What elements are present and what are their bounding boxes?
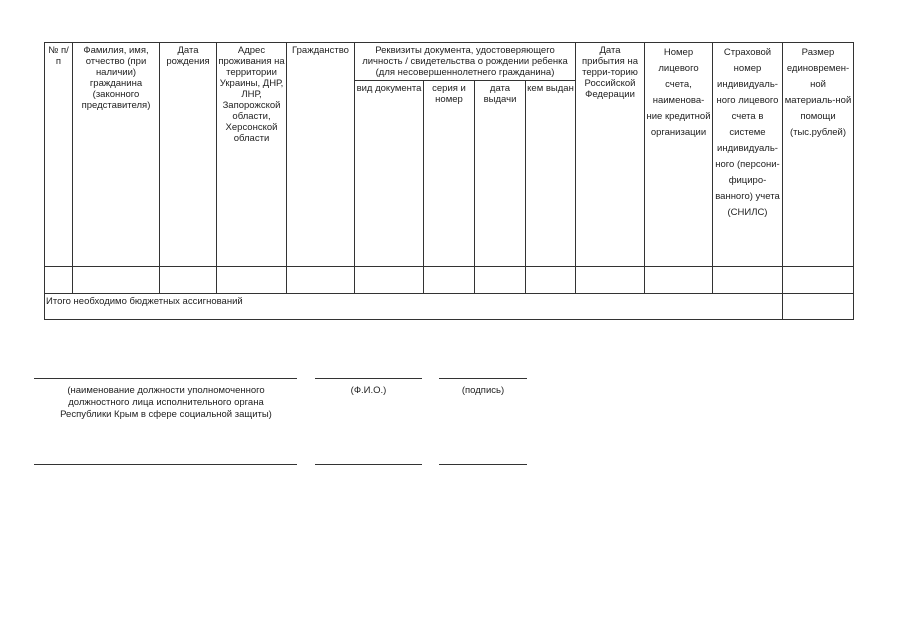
header-name: Фамилия, имя, отчество (при наличии) гражданина (законного представителя) bbox=[73, 43, 160, 267]
header-snils: Страховой номер индивидуаль-ного лицевого счета в системе индивидуаль-ного (персони-фициро-ванного) учета (СНИЛС) bbox=[713, 43, 783, 267]
table-cell bbox=[424, 267, 475, 294]
table-cell bbox=[160, 267, 217, 294]
table-cell bbox=[645, 267, 713, 294]
header-doc-type: вид документа bbox=[355, 81, 424, 267]
total-amount-cell bbox=[783, 294, 854, 320]
registry-table bbox=[44, 42, 854, 320]
position-caption: (наименование должности уполномоченного должностного лица исполнительного органа Республики Крым в сфере социальной защиты) bbox=[60, 385, 272, 420]
table-cell bbox=[355, 267, 424, 294]
header-num: № п/п bbox=[45, 43, 73, 267]
header-citizenship: Гражданство bbox=[287, 43, 355, 267]
table-row bbox=[45, 267, 854, 294]
header-doc-series: серия и номер bbox=[424, 81, 475, 267]
table-cell bbox=[217, 267, 287, 294]
table-cell bbox=[45, 267, 73, 294]
sign-line bbox=[439, 378, 527, 379]
fio-caption: (Ф.И.О.) bbox=[350, 385, 387, 396]
header-doc-date: дата выдачи bbox=[475, 81, 526, 267]
header-amount: Размер единовремен-ной материаль-ной помощи (тыс.рублей) bbox=[783, 43, 854, 267]
table-cell bbox=[287, 267, 355, 294]
fio-line-2 bbox=[315, 464, 422, 465]
sign-line-2 bbox=[439, 464, 527, 465]
fio-line bbox=[315, 378, 422, 379]
header-address: Адрес проживания на территории Украины, ДНР, ЛНР, Запорожской области, Херсонской области bbox=[217, 43, 287, 267]
total-row bbox=[45, 294, 854, 320]
table-cell bbox=[73, 267, 160, 294]
header-doc-issuer: кем выдан bbox=[526, 81, 576, 267]
position-line-2 bbox=[34, 464, 297, 465]
sign-caption: (подпись) bbox=[461, 385, 505, 396]
table-cell bbox=[576, 267, 645, 294]
position-line bbox=[34, 378, 297, 379]
header-birth-date: Дата рождения bbox=[160, 43, 217, 267]
table-cell bbox=[475, 267, 526, 294]
table-cell bbox=[713, 267, 783, 294]
table-cell bbox=[526, 267, 576, 294]
total-label: Итого необходимо бюджетных ассигнований bbox=[45, 294, 783, 320]
table-cell bbox=[783, 267, 854, 294]
header-document-group: Реквизиты документа, удостоверяющего личность / свидетельства о рождении ребенка (для несовершеннолетнего гражданина) bbox=[355, 43, 576, 81]
header-arrival-date: Дата прибытия на терри-торию Российской Федерации bbox=[576, 43, 645, 267]
header-account: Номер лицевого счета, наименова-ние кредитной организации bbox=[645, 43, 713, 267]
